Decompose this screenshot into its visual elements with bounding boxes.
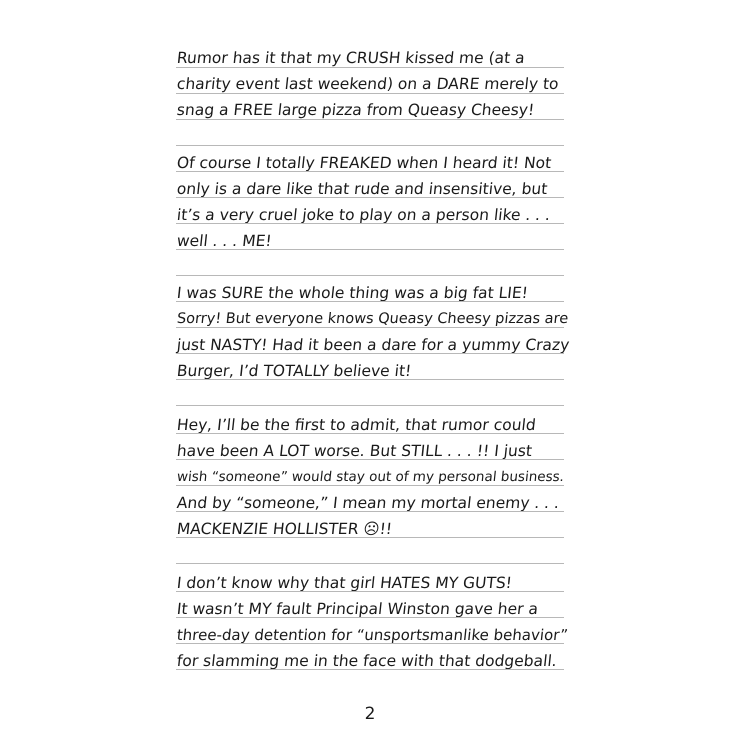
- ruled-line: [176, 563, 564, 564]
- ruled-line: [176, 591, 564, 592]
- ruled-line: [176, 223, 564, 224]
- ruled-line: [176, 353, 564, 354]
- ruled-line: [176, 617, 564, 618]
- ruled-line: [176, 171, 564, 172]
- ruled-line: [176, 67, 564, 68]
- text-line: three-day detention for “unsportsmanlike behavior”: [176, 626, 569, 644]
- ruled-line: [176, 327, 564, 328]
- ruled-line: [176, 197, 564, 198]
- text-line: have been A LOT worse. But STILL . . . !! I just: [176, 442, 533, 460]
- ruled-line: [176, 119, 564, 120]
- text-line: Sorry! But everyone knows Queasy Cheesy pizzas are: [176, 311, 570, 327]
- text-line: I was SURE the whole thing was a big fat LIE!: [176, 284, 529, 302]
- text-line: well . . . ME!: [176, 232, 273, 250]
- text-line: only is a dare like that rude and insensitive, but: [176, 180, 549, 198]
- text-line: It wasn’t MY fault Principal Winston gave her a: [176, 600, 539, 618]
- ruled-line: [176, 669, 564, 670]
- ruled-line: [176, 301, 564, 302]
- text-line: Burger, I’d TOTALLY believe it!: [176, 362, 413, 380]
- text-line: And by “someone,” I mean my mortal enemy . . .: [176, 494, 561, 512]
- ruled-line: [176, 405, 564, 406]
- ruled-line: [176, 511, 564, 512]
- ruled-line: [176, 459, 564, 460]
- ruled-line: [176, 145, 564, 146]
- text-line: Rumor has it that my CRUSH kissed me (at a: [176, 49, 526, 67]
- ruled-line: [176, 433, 564, 434]
- text-line: for slamming me in the face with that dodgeball.: [176, 652, 558, 670]
- ruled-line: [176, 537, 564, 538]
- page-number: 2: [364, 704, 376, 724]
- ruled-line: [176, 643, 564, 644]
- text-line: snag a FREE large pizza from Queasy Cheesy!: [176, 101, 536, 119]
- text-line: just NASTY! Had it been a dare for a yummy Crazy: [176, 336, 571, 354]
- ruled-line: [176, 249, 564, 250]
- text-line: it’s a very cruel joke to play on a person like . . .: [176, 206, 552, 224]
- ruled-line: [176, 93, 564, 94]
- text-line: Of course I totally FREAKED when I heard it! Not: [176, 154, 553, 172]
- text-line: charity event last weekend) on a DARE merely to: [176, 75, 560, 93]
- ruled-line: [176, 275, 564, 276]
- text-line: wish “someone” would stay out of my personal business.: [176, 469, 565, 485]
- text-line: Hey, I’ll be the first to admit, that rumor could: [176, 416, 537, 434]
- text-line: MACKENZIE HOLLISTER ☹!!: [176, 520, 393, 538]
- text-line: I don’t know why that girl HATES MY GUTS!: [176, 574, 513, 592]
- ruled-line: [176, 379, 564, 380]
- ruled-line: [176, 485, 564, 486]
